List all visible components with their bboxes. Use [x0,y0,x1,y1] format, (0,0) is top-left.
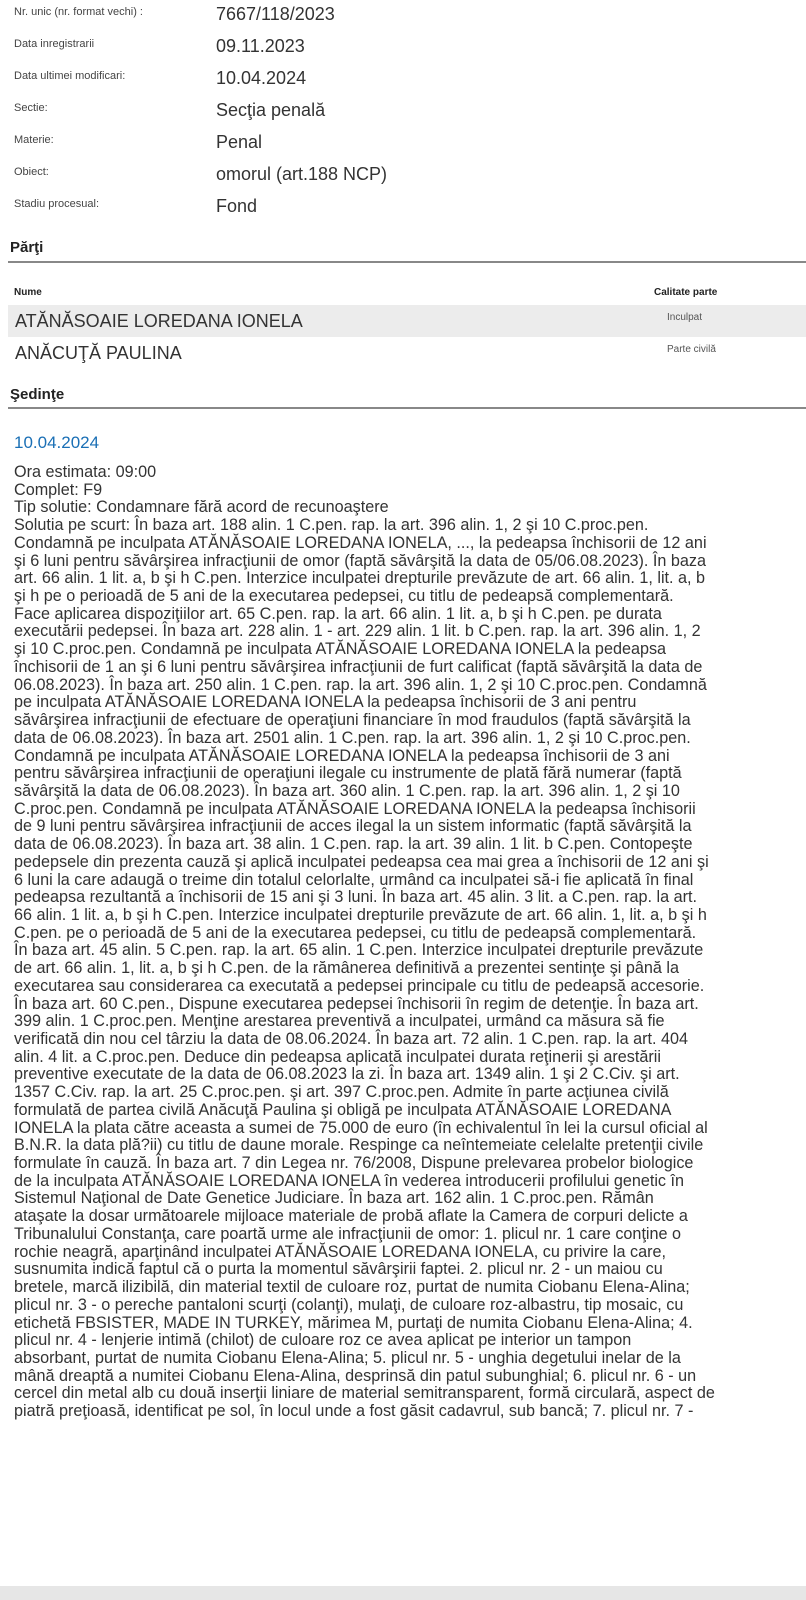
solution-text-line: 1357 C.Civ. rap. la art. 25 C.proc.pen. şi art. 397 C.proc.pen. Admite în parte acţiunea civilă [14,1083,669,1102]
solution-text-line: art. 66 alin. 1 lit. a, b şi h C.pen. Interzice inculpatei drepturile prevăzute de art. 66 alin. 1, lit. a, b [14,569,706,588]
solution-text-line: pe inculpata ATĂNĂSOAIE LOREDANA IONELA la pedeapsa închisorii de 3 ani pentru [14,693,637,712]
solution-text-line: Tribunalului Constanţa, care poartă urme ale infracţiunii de omor: 1. plicul nr. 1 care conţine o [14,1224,682,1243]
solution-text-line: B.N.R. la data plă?ii) cu titlu de daune morale. Respinge ca neîntemeiate celelalte pretenţii civile [14,1136,704,1155]
solution-text-line: În baza art. 60 C.pen., Dispune executarea pedepsei închisorii în regim de detenţie. În baza art. [14,994,699,1013]
solution-text-line: pedepsele din prezenta cauză şi aplică inculpatei pedeapsa cea mai grea a închisorii de 12 ani şi [14,852,709,871]
solution-text-line: executarea sau considerarea ca executată a pedepsei principale cu titlu de pedeapsă accesorie. [14,976,705,995]
solution-text-line: cercel din metal alb cu două inserţii liniare de material semitransparent, formă circulară, aspect de [14,1384,715,1403]
solution-text-line: formulată de partea civilă Anăcuţă Paulina şi obligă pe inculpata ATĂNĂSOAIE LOREDANA [14,1100,672,1119]
solution-text-line: şi 10 C.proc.pen. Condamnă pe inculpata ATĂNĂSOAIE LOREDANA IONELA la pedeapsa [14,640,667,659]
section-value: Secţia penală [216,100,326,120]
solution-text-line: plicul nr. 4 - lenjerie intimă (chilot) de culoare roz ce avea aplicat pe interior un tampon [14,1331,632,1350]
solution-text-line: săvârşirea infracţiunii de efectuare de operaţiuni financiare în mod fraudulos (faptă săvârşită la [14,711,691,730]
info-row-registration-date [0,32,806,64]
solution-text-line: 06.08.2023). În baza art. 250 alin. 1 C.pen. rap. la art. 396 alin. 1, 2 şi 10 C.proc.pen. Condamnă [14,675,707,694]
hearings-section-title: Şedinţe [10,386,65,403]
procedural-stage-label: Stadiu procesual: [14,198,99,210]
case-number-value: 7667/118/2023 [216,4,335,24]
procedural-stage-value: Fond [216,196,258,216]
object-label: Obiect: [14,166,49,178]
solution-text-line: pedeapsa rezultantă a închisorii de 15 ani şi 3 luni. În baza art. 45 alin. 3 lit. a C.pen. rap. la art. [14,888,697,907]
section-label: Sectie: [14,102,48,114]
parties-header-name: Nume [14,287,42,298]
solution-text-line: data de 06.08.2023). În baza art. 2501 alin. 1 C.pen. rap. la art. 396 alin. 1, 2 şi 10 C.proc.pen. [14,728,691,747]
info-row-case-number [0,0,806,32]
solution-text-line: Solutia pe scurt: În baza art. 188 alin. 1 C.pen. rap. la art. 396 alin. 1, 2 şi 10 C.proc.pen. [14,516,649,535]
solution-text-line: de art. 66 alin. 1, lit. a, b şi h C.pen. de la rămânerea definitivă a prezentei sentinţe şi până la [14,959,679,978]
solution-text-line: 399 alin. 1 C.proc.pen. Menţine arestarea preventivă a inculpatei, urmând ca măsura să fie [14,1012,665,1031]
party-name: ATĂNĂSOAIE LOREDANA IONELA [15,311,303,331]
solution-text-line: data de 06.08.2023). În baza art. 38 alin. 1 C.pen. rap. la art. 39 alin. 1 lit. b C.pen. Contopeşte [14,835,693,854]
solution-text-line: C.proc.pen. Condamnă pe inculpata ATĂNĂSOAIE LOREDANA IONELA la pedeapsa închisorii [14,799,696,818]
registration-date-value: 09.11.2023 [216,36,305,56]
party-role: Inculpat [667,312,703,323]
info-row-last-modified [0,64,806,96]
solution-text-line: rochie neagră, aparţinând inculpatei ATĂNĂSOAIE LOREDANA IONELA, cu privire la care, [14,1242,667,1261]
solution-text-line: Face aplicarea dispoziţiilor art. 65 C.pen. rap. la art. 66 alin. 1 lit. a, b şi h C.pen. pe durata [14,604,662,623]
solution-text-line: Sistemul Naţional de Date Genetice Judiciare. În baza art. 162 alin. 1 C.proc.pen. Rămân [14,1189,654,1208]
solution-text-line: şi 6 luni pentru săvârşirea infracţiunii de omor (faptă săvârşită la data de 05/06.08.2023). În baza [14,551,706,570]
solution-text-line: formulate în cauză. În baza art. 7 din Legea nr. 76/2008, Dispune prelevarea probelor biologice [14,1154,694,1173]
parties-section-title: Părţi [10,239,44,256]
hearing-field: Ora estimata: 09:00 [14,463,157,481]
solution-text-line: verificată din nou cel târziu la data de 08.06.2024. În baza art. 72 alin. 1 C.pen. rap. la art. 404 [14,1030,689,1048]
hearing-field: Tip solutie: Condamnare fără acord de recunoaştere [14,498,389,517]
party-role: Parte civilă [667,344,716,355]
solution-text-line: etichetă FBSISTER, MADE IN TURKEY, mărimea M, purtaţi de numita Ciobanu Elena-Alina; 4. [14,1313,693,1332]
hearing-date-link[interactable]: 10.04.2024 [14,433,100,452]
solution-text-line: 66 alin. 1 lit. a, b şi h C.pen. Interzice inculpatei drepturile prevăzute de art. 66 alin. 1, lit. a, b şi h [14,905,707,924]
party-row [8,305,806,337]
solution-text-line: săvârşită la data de 06.08.2023). În baza art. 360 alin. 1 C.pen. rap. la art. 396 alin. 1, 2 şi 10 [14,781,680,800]
solution-text-line: preventive executate de la data de 06.08.2023 la zi. În baza art. 1349 alin. 1 şi 2 C.Civ. şi art. [14,1065,680,1084]
parties-divider [8,261,806,263]
case-number-label: Nr. unic (nr. format vechi) : [14,6,143,18]
solution-text-line: În baza art. 45 alin. 5 C.pen. rap. la art. 65 alin. 1 C.pen. Interzice inculpatei drepturile prevăzute [14,941,704,960]
solution-text-line: Condamnă pe inculpata ATĂNĂSOAIE LOREDANA IONELA, ..., la pedeapsa închisorii de 12 ani [14,533,707,552]
bottom-bar [0,1586,806,1600]
solution-text-line: şi h pe o perioadă de 5 ani de la executarea pedepsei, cu titlu de pedeapsă complementară. [14,587,674,606]
solution-text-line: bretele, marcă ilizibilă, din material textil de culoare roz, purtat de numita Ciobanu Elena-Alina; [14,1278,690,1297]
solution-text-line: de la inculpata ATĂNĂSOAIE LOREDANA IONELA în vederea introducerii profilului genetic în [14,1171,685,1190]
solution-text-line: de 9 luni pentru săvârşirea infracţiunii de acces ilegal la un sistem informatic (faptă săvârşită la [14,817,692,836]
solution-text-line: alin. 4 lit. a C.proc.pen. Deduce din pedeapsa aplicată inculpatei durata reţinerii şi arestării [14,1047,661,1066]
info-row-procedural-stage [0,192,806,224]
last-modified-value: 10.04.2024 [216,68,307,88]
solution-text-line: Condamnă pe inculpata ATĂNĂSOAIE LOREDANA IONELA la pedeapsa închisorii de 3 ani [14,746,670,765]
info-row-matter [0,128,806,160]
solution-text-line: executării pedepsei. În baza art. 228 alin. 1 - art. 229 alin. 1 lit. b C.pen. rap. la art. 396 alin. 1, 2 [14,622,701,641]
solution-text-line: plicul nr. 3 - o pereche pantaloni scurţi (colanţi), mulaţi, de culoare roz-albastru, tip mosaic, cu [14,1295,684,1314]
hearings-divider [8,407,806,409]
matter-label: Materie: [14,134,54,146]
solution-text-line: 6 luni la care adaugă o treime din totalul celorlalte, urmând ca inculpatei să-i fie aplicată în final [14,870,694,889]
parties-header-role: Calitate parte [654,287,718,298]
info-row-object [0,160,806,192]
party-name: ANĂCUŢĂ PAULINA [15,343,182,363]
last-modified-label: Data ultimei modificari: [14,70,126,82]
registration-date-label: Data inregistrarii [14,38,95,50]
solution-text-line: pentru săvârşirea infracţiunii de operaţiuni ilegale cu instrumente de plată fără numerar (faptă [14,764,682,783]
solution-text-line: C.pen. pe o perioadă de 5 ani de la executarea pedepsei, cu titlu de pedeapsă complementară. [14,923,697,942]
solution-text-line: absorbant, purtat de numita Ciobanu Elena-Alina; 5. plicul nr. 5 - unghia degetului inelar de la [14,1348,681,1367]
party-row [8,337,806,369]
solution-text-line: susnumita indică faptul că o purta la momentul săvârşirii faptei. 2. plicul nr. 2 - un maiou cu [14,1260,663,1279]
solution-text-line: piatră preţioasă, identificat pe sol, în locul unde a fost găsit cadavrul, sub bancă; 7. plicul nr. 7 - [14,1402,694,1421]
object-value: omorul (art.188 NCP) [216,164,388,184]
solution-text-line: ataşate la dosar următoarele mijloace materiale de probă aflate la Camera de corpuri delicte a [14,1207,688,1226]
info-row-section [0,96,806,128]
hearing-details [14,464,806,1421]
solution-text-line: IONELA la plata către aceasta a sumei de 75.000 de euro (în echivalentul în lei la cursul oficial al [14,1118,708,1137]
matter-value: Penal [216,132,263,152]
solution-text-line: mână dreaptă a numitei Ciobanu Elena-Alina, desprinsă din patul subunghial; 6. plicul nr. 6 - un [14,1366,697,1385]
hearing-field: Complet: F9 [14,480,103,499]
solution-text-line: închisorii de 1 an şi 6 luni pentru săvârşirea infracţiunii de furt calificat (faptă săvârşită la data de [14,657,703,676]
